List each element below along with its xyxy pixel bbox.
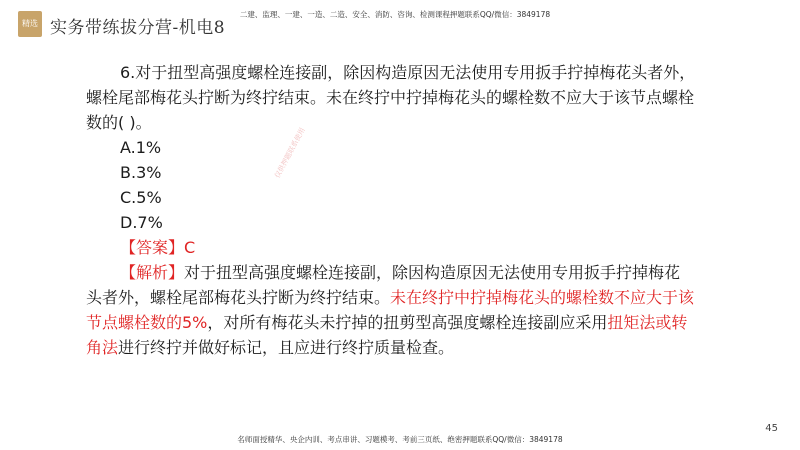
analysis-text-3: 进行终拧并做好标记，且应进行终拧质量检查。 [118, 338, 455, 357]
analysis-paragraph [86, 260, 696, 360]
answer-line [86, 235, 696, 260]
option-c: C.5% [120, 188, 162, 207]
header-contact-note: 二建、监理、一建、一造、二造、安全、消防、咨询、检测课程押题联系QQ/微信：3849178 [239, 10, 551, 19]
brand-title: 实务带练拔分营-机电8 [50, 18, 226, 38]
analysis-text-2: ，对所有梅花头未拧掉的扭剪型高强度螺栓连接副应采用 [207, 313, 608, 332]
answer-value: C [184, 238, 196, 257]
page-number: 45 [765, 423, 778, 434]
analysis-highlight-2: 扭矩法或转角法 [86, 313, 688, 357]
analysis-highlight-1: 未在终拧中拧掉梅花头的螺栓数不应大于该节点螺栓数的5% [86, 288, 695, 332]
answer-label: 【答案】 [120, 238, 185, 257]
question-text: 6.对于扭型高强度螺栓连接副，除因构造原因无法使用专用扳手拧掉梅花头者外，螺栓尾部梅花头拧断为终拧结束。未在终拧中拧掉梅花头的螺栓数不应大于该节点螺栓数的( )。 [86, 63, 696, 132]
option-d: D.7% [120, 213, 163, 232]
option-b: B.3% [120, 163, 162, 182]
option-a: A.1% [120, 138, 162, 157]
brand-logo: 精选 [18, 11, 42, 37]
footer-contact-note: 名师面授精华、央企内训、考点串讲、习题模考、考前三页纸、绝密押题联系QQ/微信：3849178 [237, 435, 563, 444]
watermark: 仅供押题联系使用 [273, 126, 307, 180]
analysis-text-1: 对于扭型高强度螺栓连接副，除因构造原因无法使用专用扳手拧掉梅花头者外，螺栓尾部梅花头拧断为终拧结束。 [86, 263, 681, 307]
analysis-label: 【解析】 [120, 263, 185, 282]
slide-content [86, 60, 696, 360]
